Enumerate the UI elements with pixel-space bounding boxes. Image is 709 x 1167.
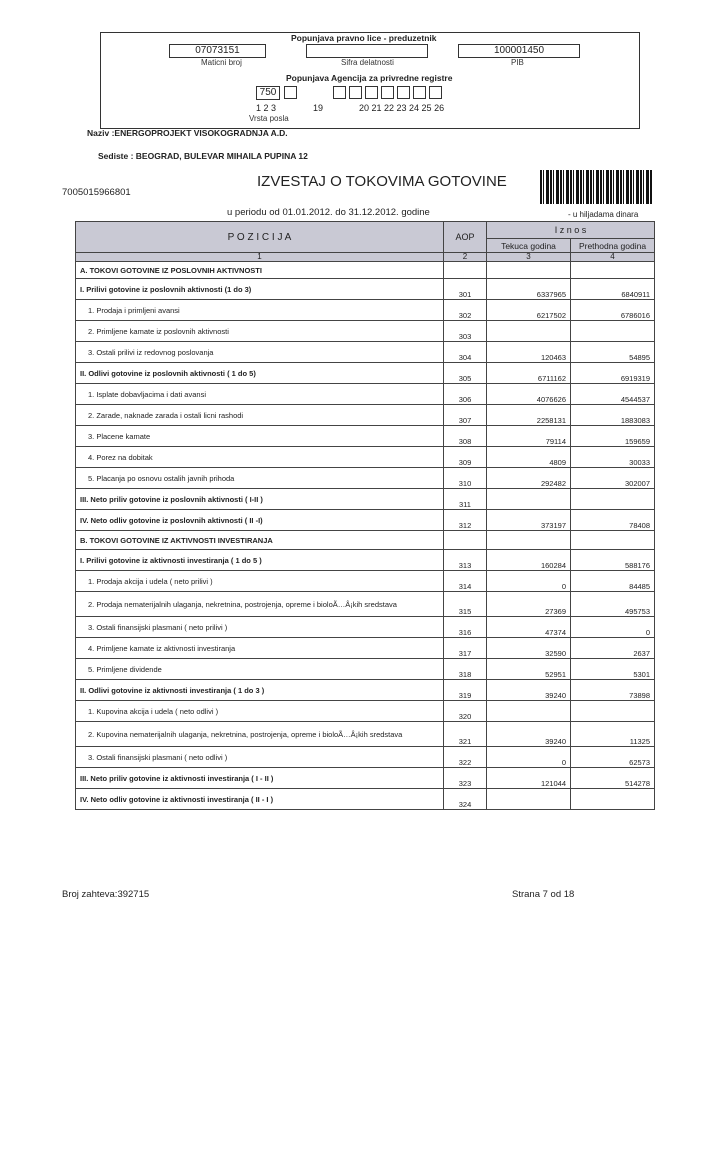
row-current-year <box>487 531 571 550</box>
row-position-label: I. Prilivi gotovine iz poslovnih aktivnosti (1 do 3) <box>76 279 444 300</box>
header-previous-year: Prethodna godina <box>571 239 655 253</box>
row-aop: 302 <box>444 300 487 321</box>
table-row <box>76 592 655 617</box>
row-previous-year: 2637 <box>571 638 655 659</box>
row-current-year: 27369 <box>487 592 571 617</box>
row-current-year: 160284 <box>487 550 571 571</box>
row-current-year: 2258131 <box>487 405 571 426</box>
row-position-label: IV. Neto odliv gotovine iz poslovnih aktivnosti ( II -I) <box>76 510 444 531</box>
row-current-year: 52951 <box>487 659 571 680</box>
row-aop: 322 <box>444 747 487 768</box>
header-aop: AOP <box>444 222 487 253</box>
row-previous-year: 159659 <box>571 426 655 447</box>
row-position-label: 5. Primljene dividende <box>76 659 444 680</box>
row-position-label: 2. Kupovina nematerijalnih ulaganja, nekretnina, postrojenja, opreme i bioloÃ…Â¡kih sredstava <box>76 722 444 747</box>
table-row <box>76 510 655 531</box>
row-aop: 323 <box>444 768 487 789</box>
row-previous-year: 73898 <box>571 680 655 701</box>
pib-label: PIB <box>511 58 524 67</box>
row-aop: 312 <box>444 510 487 531</box>
row-aop: 305 <box>444 363 487 384</box>
row-position-label: II. Odlivi gotovine iz poslovnih aktivnosti ( 1 do 5) <box>76 363 444 384</box>
job-type-digits: 1 2 3 <box>256 103 277 113</box>
row-position-label: 3. Ostali finansijski plasmani ( neto odlivi ) <box>76 747 444 768</box>
col-number-1: 1 <box>76 253 444 262</box>
header-amount: I z n o s <box>487 222 655 239</box>
row-current-year <box>487 489 571 510</box>
row-previous-year: 0 <box>571 617 655 638</box>
row-previous-year: 514278 <box>571 768 655 789</box>
company-seat: Sediste : BEOGRAD, BULEVAR MIHAILA PUPINA 12 <box>98 151 308 161</box>
col-number-2: 2 <box>444 253 487 262</box>
table-row <box>76 617 655 638</box>
row-previous-year <box>571 531 655 550</box>
row-previous-year: 11325 <box>571 722 655 747</box>
table-row <box>76 701 655 722</box>
row-position-label: I. Prilivi gotovine iz aktivnosti investiranja ( 1 do 5 ) <box>76 550 444 571</box>
table-row <box>76 489 655 510</box>
table-row <box>76 768 655 789</box>
row-position-label: 4. Primljene kamate iz aktivnosti investiranja <box>76 638 444 659</box>
row-current-year: 292482 <box>487 468 571 489</box>
row-position-label: 4. Porez na dobitak <box>76 447 444 468</box>
row-current-year: 47374 <box>487 617 571 638</box>
row-position-label: A. TOKOVI GOTOVINE IZ POSLOVNIH AKTIVNOSTI <box>76 262 444 279</box>
row-position-label: 2. Zarade, naknade zarada i ostali licni rashodi <box>76 405 444 426</box>
row-aop: 316 <box>444 617 487 638</box>
row-previous-year <box>571 789 655 810</box>
row-current-year: 4076626 <box>487 384 571 405</box>
row-current-year: 6217502 <box>487 300 571 321</box>
row-previous-year <box>571 701 655 722</box>
table-row <box>76 659 655 680</box>
row-current-year: 0 <box>487 571 571 592</box>
row-previous-year: 588176 <box>571 550 655 571</box>
row-current-year: 373197 <box>487 510 571 531</box>
row-aop: 317 <box>444 638 487 659</box>
row-position-label: 1. Prodaja i primljeni avansi <box>76 300 444 321</box>
row-previous-year: 6786016 <box>571 300 655 321</box>
row-aop: 310 <box>444 468 487 489</box>
table-row <box>76 342 655 363</box>
row-position-label: 2. Primljene kamate iz poslovnih aktivnosti <box>76 321 444 342</box>
row-position-label: B. TOKOVI GOTOVINE IZ AKTIVNOSTI INVESTIRANJA <box>76 531 444 550</box>
agency-fill-caption: Popunjava Agencija za privredne registre <box>286 73 453 83</box>
header-position: P O Z I C I J A <box>76 222 444 253</box>
row-aop: 303 <box>444 321 487 342</box>
row-previous-year: 54895 <box>571 342 655 363</box>
row-position-label: 5. Placanja po osnovu ostalih javnih prihoda <box>76 468 444 489</box>
row-previous-year: 6919319 <box>571 363 655 384</box>
table-row <box>76 447 655 468</box>
table-row <box>76 571 655 592</box>
row-position-label: 3. Placene kamate <box>76 426 444 447</box>
table-row <box>76 279 655 300</box>
activity-code-field <box>306 44 428 58</box>
row-current-year: 79114 <box>487 426 571 447</box>
activity-code-label: Sifra delatnosti <box>341 58 394 67</box>
table-row <box>76 550 655 571</box>
row-position-label: II. Odlivi gotovine iz aktivnosti investiranja ( 1 do 3 ) <box>76 680 444 701</box>
company-name: Naziv :ENERGOPROJEKT VISOKOGRADNJA A.D. <box>87 128 288 138</box>
table-row <box>76 722 655 747</box>
field-19-box <box>284 86 298 100</box>
table-row <box>76 321 655 342</box>
col-number-3: 3 <box>487 253 571 262</box>
row-position-label: 1. Prodaja akcija i udela ( neto prilivi ) <box>76 571 444 592</box>
row-previous-year: 78408 <box>571 510 655 531</box>
row-current-year: 39240 <box>487 722 571 747</box>
table-row <box>76 789 655 810</box>
row-current-year: 6711162 <box>487 363 571 384</box>
table-row <box>76 300 655 321</box>
registry-number-field: 07073151 <box>169 44 266 58</box>
field-19-number: 19 <box>313 103 324 113</box>
row-position-label: 1. Isplate dobavljacima i dati avansi <box>76 384 444 405</box>
row-current-year: 0 <box>487 747 571 768</box>
row-current-year <box>487 321 571 342</box>
row-current-year <box>487 701 571 722</box>
row-previous-year <box>571 489 655 510</box>
row-previous-year <box>571 321 655 342</box>
cash-flow-table <box>75 221 655 810</box>
company-fill-caption: Popunjava pravno lice - preduzetnik <box>291 33 437 43</box>
row-position-label: III. Neto priliv gotovine iz poslovnih aktivnosti ( I-II ) <box>76 489 444 510</box>
row-position-label: III. Neto priliv gotovine iz aktivnosti investiranja ( I - II ) <box>76 768 444 789</box>
report-title: IZVESTAJ O TOKOVIMA GOTOVINE <box>257 173 507 190</box>
registry-number-label: Maticni broj <box>201 58 242 67</box>
table-row <box>76 405 655 426</box>
report-period: u periodu od 01.01.2012. do 31.12.2012. godine <box>227 207 430 218</box>
row-aop <box>444 262 487 279</box>
job-type-field: 750 <box>256 86 280 100</box>
row-previous-year: 6840911 <box>571 279 655 300</box>
row-current-year: 39240 <box>487 680 571 701</box>
request-number: Broj zahteva:392715 <box>62 889 150 900</box>
unit-note: - u hiljadama dinara <box>568 210 639 219</box>
col-number-4: 4 <box>571 253 655 262</box>
row-position-label: 2. Prodaja nematerijalnih ulaganja, nekretnina, postrojenja, opreme i bioloÃ…Â¡kih sredstava <box>76 592 444 617</box>
table-row <box>76 680 655 701</box>
row-aop: 308 <box>444 426 487 447</box>
row-previous-year: 30033 <box>571 447 655 468</box>
row-aop: 306 <box>444 384 487 405</box>
table-row <box>76 363 655 384</box>
row-aop: 319 <box>444 680 487 701</box>
row-current-year: 32590 <box>487 638 571 659</box>
row-aop <box>444 531 487 550</box>
job-type-label: Vrsta posla <box>249 114 289 123</box>
row-position-label: 3. Ostali prilivi iz redovnog poslovanja <box>76 342 444 363</box>
row-aop: 313 <box>444 550 487 571</box>
row-position-label: 1. Kupovina akcija i udela ( neto odlivi ) <box>76 701 444 722</box>
row-previous-year: 495753 <box>571 592 655 617</box>
registration-header <box>100 32 640 129</box>
row-current-year <box>487 262 571 279</box>
table-row <box>76 638 655 659</box>
header-current-year: Tekuca godina <box>487 239 571 253</box>
row-current-year: 4809 <box>487 447 571 468</box>
row-current-year: 120463 <box>487 342 571 363</box>
fields-20-26-numbers: 20 21 22 23 24 25 26 <box>359 103 445 113</box>
row-previous-year: 84485 <box>571 571 655 592</box>
row-aop: 311 <box>444 489 487 510</box>
row-current-year: 6337965 <box>487 279 571 300</box>
row-current-year <box>487 789 571 810</box>
page-number: Strana 7 od 18 <box>512 889 575 900</box>
row-position-label: 3. Ostali finansijski plasmani ( neto prilivi ) <box>76 617 444 638</box>
row-aop: 301 <box>444 279 487 300</box>
row-aop: 320 <box>444 701 487 722</box>
row-previous-year: 5301 <box>571 659 655 680</box>
row-previous-year: 302007 <box>571 468 655 489</box>
row-current-year: 121044 <box>487 768 571 789</box>
table-row <box>76 426 655 447</box>
row-aop: 315 <box>444 592 487 617</box>
row-aop: 321 <box>444 722 487 747</box>
row-previous-year <box>571 262 655 279</box>
table-row <box>76 468 655 489</box>
row-previous-year: 4544537 <box>571 384 655 405</box>
row-position-label: IV. Neto odliv gotovine iz aktivnosti investiranja ( II - I ) <box>76 789 444 810</box>
table-row <box>76 262 655 279</box>
table-row <box>76 531 655 550</box>
barcode-image <box>540 170 653 204</box>
row-aop: 324 <box>444 789 487 810</box>
row-aop: 318 <box>444 659 487 680</box>
fields-20-26-boxes <box>333 86 483 100</box>
pib-field: 100001450 <box>458 44 580 58</box>
table-row <box>76 384 655 405</box>
table-row <box>76 747 655 768</box>
row-aop: 314 <box>444 571 487 592</box>
row-aop: 307 <box>444 405 487 426</box>
row-previous-year: 1883083 <box>571 405 655 426</box>
row-aop: 304 <box>444 342 487 363</box>
row-previous-year: 62573 <box>571 747 655 768</box>
row-aop: 309 <box>444 447 487 468</box>
document-code: 7005015966801 <box>62 187 131 198</box>
